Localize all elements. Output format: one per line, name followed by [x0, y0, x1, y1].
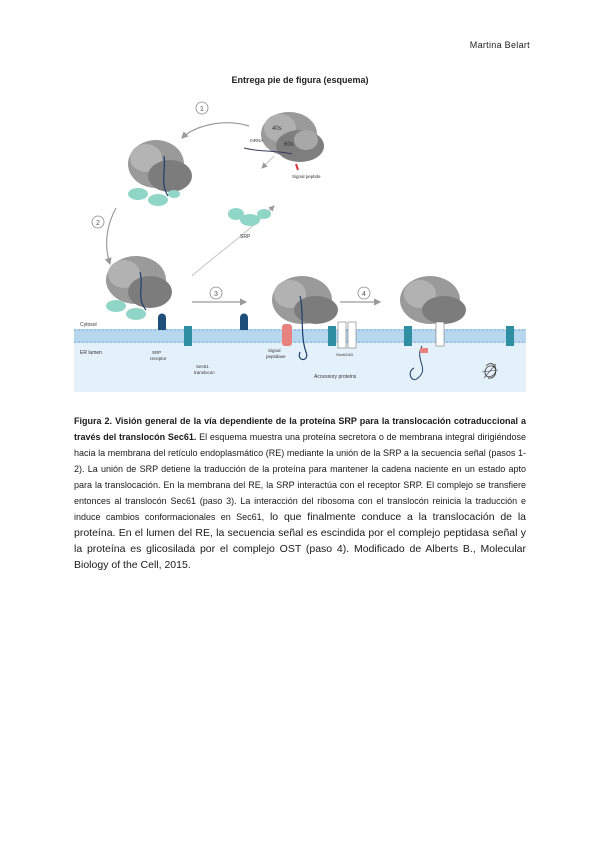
er-membrane — [74, 329, 526, 343]
label-mrna: mRNA — [250, 138, 264, 143]
docked-srp-complex — [106, 256, 172, 330]
er-lumen-area — [74, 336, 526, 392]
label-srp: SRP — [240, 234, 251, 240]
free-srp-receptor — [240, 314, 248, 331]
label-srp-receptor-2: receptor — [150, 356, 167, 361]
free-ribosome — [244, 112, 324, 179]
caption-body-small: El esquema muestra una proteína secretora o de membrana integral dirigiéndose hacia la membrana del retículo endoplasmático (RE) mediante la unión de la SRP a la secuencia señal (pasos 1-2). La unión de SRP detiene la traducción de la proteína para mantener la cadena naciente en un estado apto para la translocación. En la membrana del RE, la SRP interactúa con el receptor SRP. El complejo se transfiere entonces al translocón Sec61 (paso 3). La interacción del ribosoma con el translocón reinicia la traducción e induce cambios conformacionales en Sec61, — [74, 432, 527, 522]
document-title: Entrega pie de figura (esquema) — [231, 75, 369, 85]
signal-peptidase — [282, 324, 292, 346]
step-1-marker — [196, 102, 208, 114]
srp-pathway-figure — [74, 96, 526, 392]
svg-text:1: 1 — [200, 106, 204, 113]
free-srp — [228, 208, 271, 240]
author-name: Martina Belart — [469, 40, 530, 50]
label-srp-receptor-1: SRP — [152, 350, 162, 355]
caption-body-large: lo que finalmente conduce a la translocación de la proteína. En el lumen del RE, la secuencia señal es escindida por el complejo peptidasa señal y la proteína es glicosilada por el complejo OST (paso 4). Modificado de Alberts B., Molecular Biology of the Cell, 2015. — [74, 511, 526, 571]
label-signal-peptidase-2: peptidase — [266, 354, 286, 359]
svg-text:3: 3 — [214, 291, 218, 298]
sec61-translocon-2 — [328, 326, 336, 346]
caption-lead: Figura 2. Visión general de la vía dependiente de la proteína SRP para la translocación cotraduccional a través del translocón Sec61. — [74, 416, 526, 442]
svg-text:4: 4 — [362, 291, 366, 298]
label-sec62-63: Sec62/63 — [336, 352, 353, 357]
sec61-translocon-4 — [506, 326, 514, 346]
label-er-lumen: ER lumen — [80, 350, 102, 356]
ribosome-srp-complex — [128, 140, 192, 206]
label-signal-peptidase-1: Signal — [268, 348, 281, 353]
step-4-marker — [358, 287, 370, 299]
sec61-translocon-3 — [404, 326, 412, 346]
label-sec61-2: translocon — [194, 370, 215, 375]
step-2-marker — [92, 216, 104, 228]
label-60s: 60s — [284, 142, 294, 148]
label-sec61-1: Sec61 — [196, 364, 209, 369]
label-accessory-proteins: Accessory proteins — [314, 374, 357, 380]
label-signal-peptide: Signal peptide — [292, 174, 321, 179]
sec61-translocon-1 — [184, 326, 192, 346]
step2-arrow — [107, 208, 116, 264]
step1-arrow — [182, 123, 249, 138]
label-cytosol: Cytosol — [80, 322, 97, 328]
srp-release-arrow — [262, 156, 274, 168]
figure-caption — [74, 413, 526, 573]
svg-text:2: 2 — [96, 220, 100, 227]
step-3-marker — [210, 287, 222, 299]
label-40s: 40s — [272, 126, 282, 132]
